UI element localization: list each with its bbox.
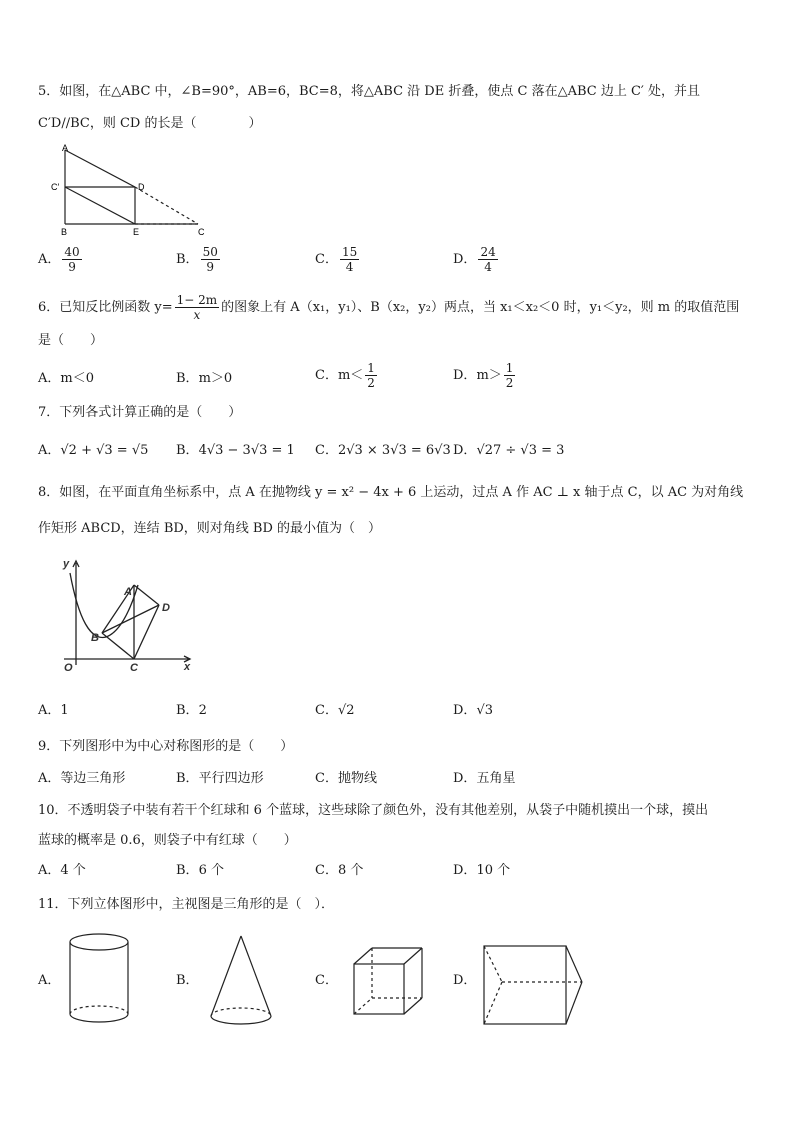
q5-label-b: B <box>61 227 68 237</box>
q8-figure <box>58 553 198 675</box>
q5-option-b[interactable]: B． $\frac{50}{9}$ <box>176 245 218 274</box>
q8-label-d: D <box>162 602 170 614</box>
q8-label-b: B <box>91 632 99 644</box>
q11-option-b[interactable]: B． <box>176 973 199 988</box>
q6-option-c[interactable]: C．m＜ $\frac{1}{2}$ <box>315 361 375 390</box>
q11-option-d[interactable]: D． <box>453 973 477 988</box>
q10-option-d[interactable]: D．10 个 <box>453 863 511 878</box>
q7-option-a[interactable]: A．√2 + √3 = √5 <box>38 443 149 458</box>
triangular-prism-icon <box>480 940 590 1030</box>
q6-stem-line2: 是（ ） <box>38 333 104 348</box>
cone-icon <box>206 932 276 1032</box>
q9-stem: 9．下列图形中为中心对称图形的是（ ） <box>38 739 294 754</box>
q5-option-c[interactable]: C． $\frac{15}{4}$ <box>315 245 358 274</box>
q8-option-b[interactable]: B．2 <box>176 703 207 718</box>
q5-option-d[interactable]: D． $\frac{24}{4}$ <box>453 245 496 274</box>
q8-label-a: A <box>124 586 132 598</box>
q5-stem-line2: C′D//BC，则 CD 的长是（ ） <box>38 116 262 131</box>
q8-option-c[interactable]: C．√2 <box>315 703 355 718</box>
q11-stem: 11．下列立体图形中，主视图是三角形的是（ ）． <box>38 897 335 912</box>
cylinder-icon <box>64 930 134 1030</box>
q9-option-d[interactable]: D．五角星 <box>453 771 516 786</box>
q6-option-b[interactable]: B．m＞0 <box>176 371 233 386</box>
q11-option-a[interactable]: A． <box>38 973 61 988</box>
q7-option-c[interactable]: C．2√3 × 3√3 = 6√3 <box>315 443 451 458</box>
q7-option-d[interactable]: D．√27 ÷ √3 = 3 <box>453 443 565 458</box>
q8-stem-line1: 8．如图，在平面直角坐标系中，点 A 在抛物线 y = x² − 4x + 6 上运动，过点 A 作 AC ⊥ x 轴于点 C，以 AC 为对角线 <box>38 485 744 500</box>
q5-label-e: E <box>133 227 140 237</box>
cube-icon <box>350 944 430 1024</box>
q5-stem-line1: 5．如图，在△ABC 中，∠B=90°，AB=6，BC=8，将△ABC 沿 DE 折叠，使点 C 落在△ABC 边上 C′ 处，并且 <box>38 84 700 99</box>
q8-option-a[interactable]: A．1 <box>38 703 69 718</box>
q8-label-x: x <box>184 661 191 673</box>
q9-option-b[interactable]: B．平行四边形 <box>176 771 264 786</box>
q5-label-a: A <box>62 143 69 153</box>
q10-stem-line2: 蓝球的概率是 0.6，则袋子中有红球（ ） <box>38 833 297 848</box>
q8-label-c: C <box>130 662 138 674</box>
q10-option-c[interactable]: C．8 个 <box>315 863 364 878</box>
q10-option-b[interactable]: B．6 个 <box>176 863 224 878</box>
q10-option-a[interactable]: A．4 个 <box>38 863 86 878</box>
q6-option-d[interactable]: D．m＞ $\frac{1}{2}$ <box>453 361 514 390</box>
q5-label-d: D <box>138 182 145 192</box>
q5-figure <box>48 142 218 238</box>
q10-stem-line1: 10．不透明袋子中装有若干个红球和 6 个蓝球，这些球除了颜色外，没有其他差别，从袋子中随机摸出一个球，摸出 <box>38 803 709 818</box>
q6-option-a[interactable]: A．m＜0 <box>38 371 94 386</box>
q5-option-a[interactable]: A． $\frac{40}{9}$ <box>38 245 80 274</box>
q5-label-c-prime: C′ <box>51 182 60 192</box>
q9-option-a[interactable]: A．等边三角形 <box>38 771 126 786</box>
q9-option-c[interactable]: C．抛物线 <box>315 771 377 786</box>
q8-label-y: y <box>63 558 70 570</box>
q5-label-c: C <box>198 227 205 237</box>
q8-stem-line2: 作矩形 ABCD，连结 BD，则对角线 BD 的最小值为（ ） <box>38 521 382 536</box>
q11-option-c[interactable]: C． <box>315 973 338 988</box>
q6-stem-line1: 6．已知反比例函数 y= $\frac{1- 2m}{x}$ 的图象上有 A（x₁，y₁）、B（x₂，y₂）两点，当 x₁＜x₂＜0 时，y₁＜y₂，则 m 的取值范围 <box>38 293 740 322</box>
q8-label-o: O <box>64 662 73 674</box>
q7-option-b[interactable]: B．4√3 − 3√3 = 1 <box>176 443 295 458</box>
q8-option-d[interactable]: D．√3 <box>453 703 493 718</box>
q7-stem: 7．下列各式计算正确的是（ ） <box>38 405 242 420</box>
